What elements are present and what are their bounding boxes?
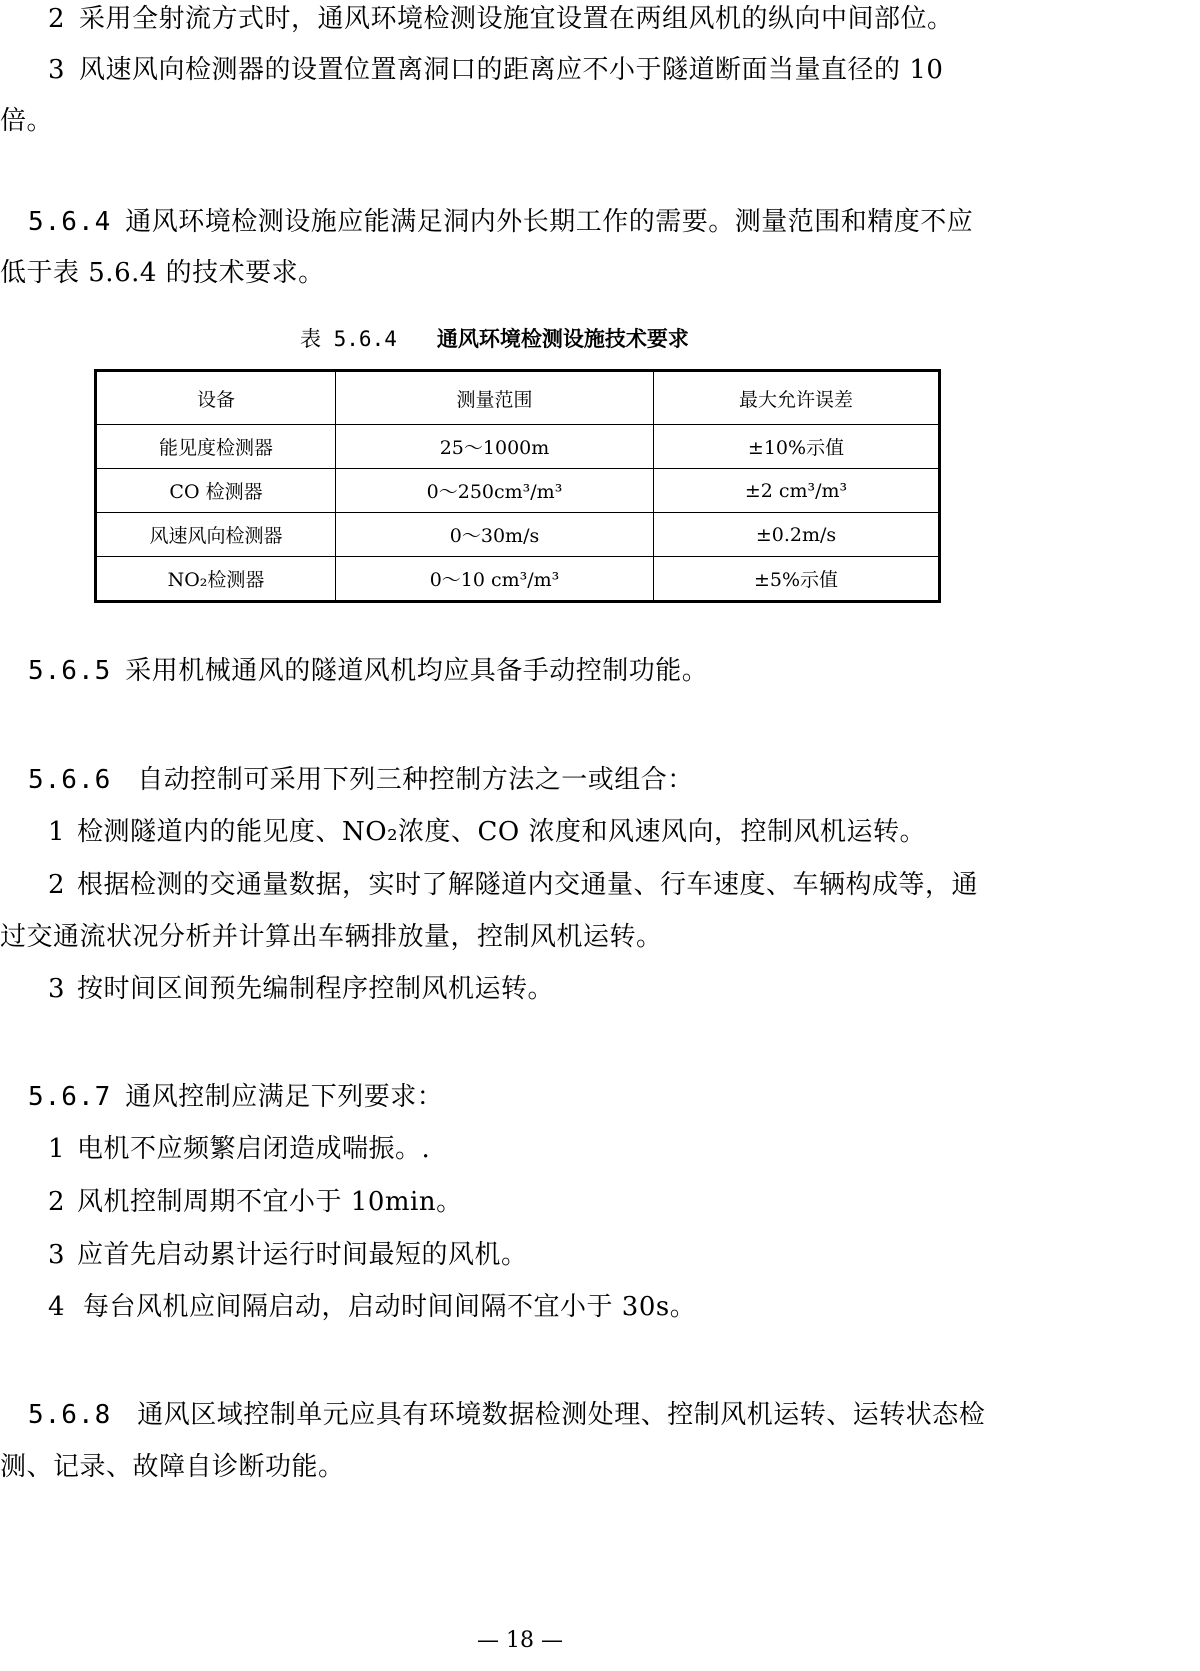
list-item xyxy=(48,815,926,849)
table-cell: NO₂检测器 xyxy=(96,557,336,602)
table-cell: CO 检测器 xyxy=(96,469,336,513)
paragraph-text: 应首先启动累计运行时间最短的风机。 xyxy=(77,1240,528,1270)
table-cell: 0～30m/s xyxy=(336,513,654,557)
paragraph-text: 检测隧道内的能见度、NO₂浓度、CO 浓度和风速风向，控制风机运转。 xyxy=(77,817,927,847)
table-header-row xyxy=(96,371,940,425)
clause-5-6-4 xyxy=(28,205,973,239)
clause-5-6-7 xyxy=(28,1080,443,1114)
table-header-cell: 最大允许误差 xyxy=(654,371,940,425)
paragraph-text: 采用机械通风的隧道风机均应具备手动控制功能。 xyxy=(125,656,709,686)
table-row xyxy=(96,557,940,602)
list-item xyxy=(48,1132,430,1166)
paragraph-text: 根据检测的交通量数据，实时了解隧道内交通量、行车速度、车辆构成等，通 xyxy=(77,870,979,900)
paragraph-line xyxy=(0,1450,345,1484)
clause-5-6-8 xyxy=(28,1398,985,1432)
table-cell: ±10%示值 xyxy=(654,425,940,469)
table-header-cell: 测量范围 xyxy=(336,371,654,425)
clause-5-6-5 xyxy=(28,654,708,688)
table-cell: 能见度检测器 xyxy=(96,425,336,469)
table-row xyxy=(96,469,940,513)
page-number: — 18 — xyxy=(477,1628,563,1653)
paragraph-text: 风速风向检测器的设置位置离洞口的距离应不小于隧道断面当量直径的 10 xyxy=(79,55,944,85)
paragraph-text: 采用全射流方式时，通风环境检测设施宜设置在两组风机的纵向中间部位。 xyxy=(79,4,954,34)
paragraph-line xyxy=(0,256,325,290)
item-number: 2 xyxy=(48,1187,66,1217)
paragraph-text: 电机不应频繁启闭造成喘振。. xyxy=(77,1134,431,1164)
spec-table xyxy=(94,369,941,603)
list-item xyxy=(48,868,978,902)
table-cell: 风速风向检测器 xyxy=(96,513,336,557)
table-cell: ±2 cm³/m³ xyxy=(654,469,940,513)
clause-number: 5.6.6 xyxy=(28,765,112,795)
table-header-cell: 设备 xyxy=(96,371,336,425)
table-row xyxy=(96,513,940,557)
paragraph-text: 通风区域控制单元应具有环境数据检测处理、控制风机运转、运转状态检 xyxy=(137,1400,986,1430)
paragraph-text: 低于表 5.6.4 的技术要求。 xyxy=(0,258,325,288)
item-number: 1 xyxy=(48,1134,66,1164)
list-item xyxy=(48,1238,528,1272)
item-number: 2 xyxy=(48,870,66,900)
paragraph-text: 测、记录、故障自诊断功能。 xyxy=(0,1452,345,1482)
table-caption xyxy=(300,324,689,354)
item-number: 4 xyxy=(48,1292,66,1322)
table-cell: 0～10 cm³/m³ xyxy=(336,557,654,602)
clause-number: 5.6.5 xyxy=(28,656,112,686)
paragraph-text: 按时间区间预先编制程序控制风机运转。 xyxy=(77,974,555,1004)
clause-number: 5.6.4 xyxy=(28,207,112,237)
paragraph-text: 通风环境检测设施应能满足洞内外长期工作的需要。测量范围和精度不应 xyxy=(125,207,974,237)
table-caption-number: 表 5.6.4 xyxy=(300,327,397,351)
item-number: 2 xyxy=(48,4,66,34)
clause-number: 5.6.7 xyxy=(28,1082,112,1112)
paragraph-line xyxy=(48,53,943,87)
table-caption-title: 通风环境检测设施技术要求 xyxy=(436,327,689,351)
item-number: 3 xyxy=(48,55,66,85)
paragraph-text: 倍。 xyxy=(0,106,54,136)
item-number: 3 xyxy=(48,974,66,1004)
list-item xyxy=(48,1290,696,1324)
paragraph-line xyxy=(0,104,53,138)
paragraph-text: 通风控制应满足下列要求： xyxy=(125,1082,444,1112)
paragraph-text: 过交通流状况分析并计算出车辆排放量，控制风机运转。 xyxy=(0,922,663,952)
item-number: 3 xyxy=(48,1240,66,1270)
paragraph-line xyxy=(48,2,954,36)
paragraph-line xyxy=(0,920,663,954)
list-item xyxy=(48,972,554,1006)
table-cell: 0～250cm³/m³ xyxy=(336,469,654,513)
clause-5-6-6 xyxy=(28,763,694,797)
list-item xyxy=(48,1185,463,1219)
item-number: 1 xyxy=(48,817,66,847)
clause-number: 5.6.8 xyxy=(28,1400,112,1430)
paragraph-text: 风机控制周期不宜小于 10min。 xyxy=(77,1187,463,1217)
paragraph-text: 自动控制可采用下列三种控制方法之一或组合： xyxy=(137,765,694,795)
table-row xyxy=(96,425,940,469)
paragraph-text: 每台风机应间隔启动，启动时间间隔不宜小于 30s。 xyxy=(83,1292,697,1322)
table-cell: ±5%示值 xyxy=(654,557,940,602)
table-cell: 25～1000m xyxy=(336,425,654,469)
table-cell: ±0.2m/s xyxy=(654,513,940,557)
